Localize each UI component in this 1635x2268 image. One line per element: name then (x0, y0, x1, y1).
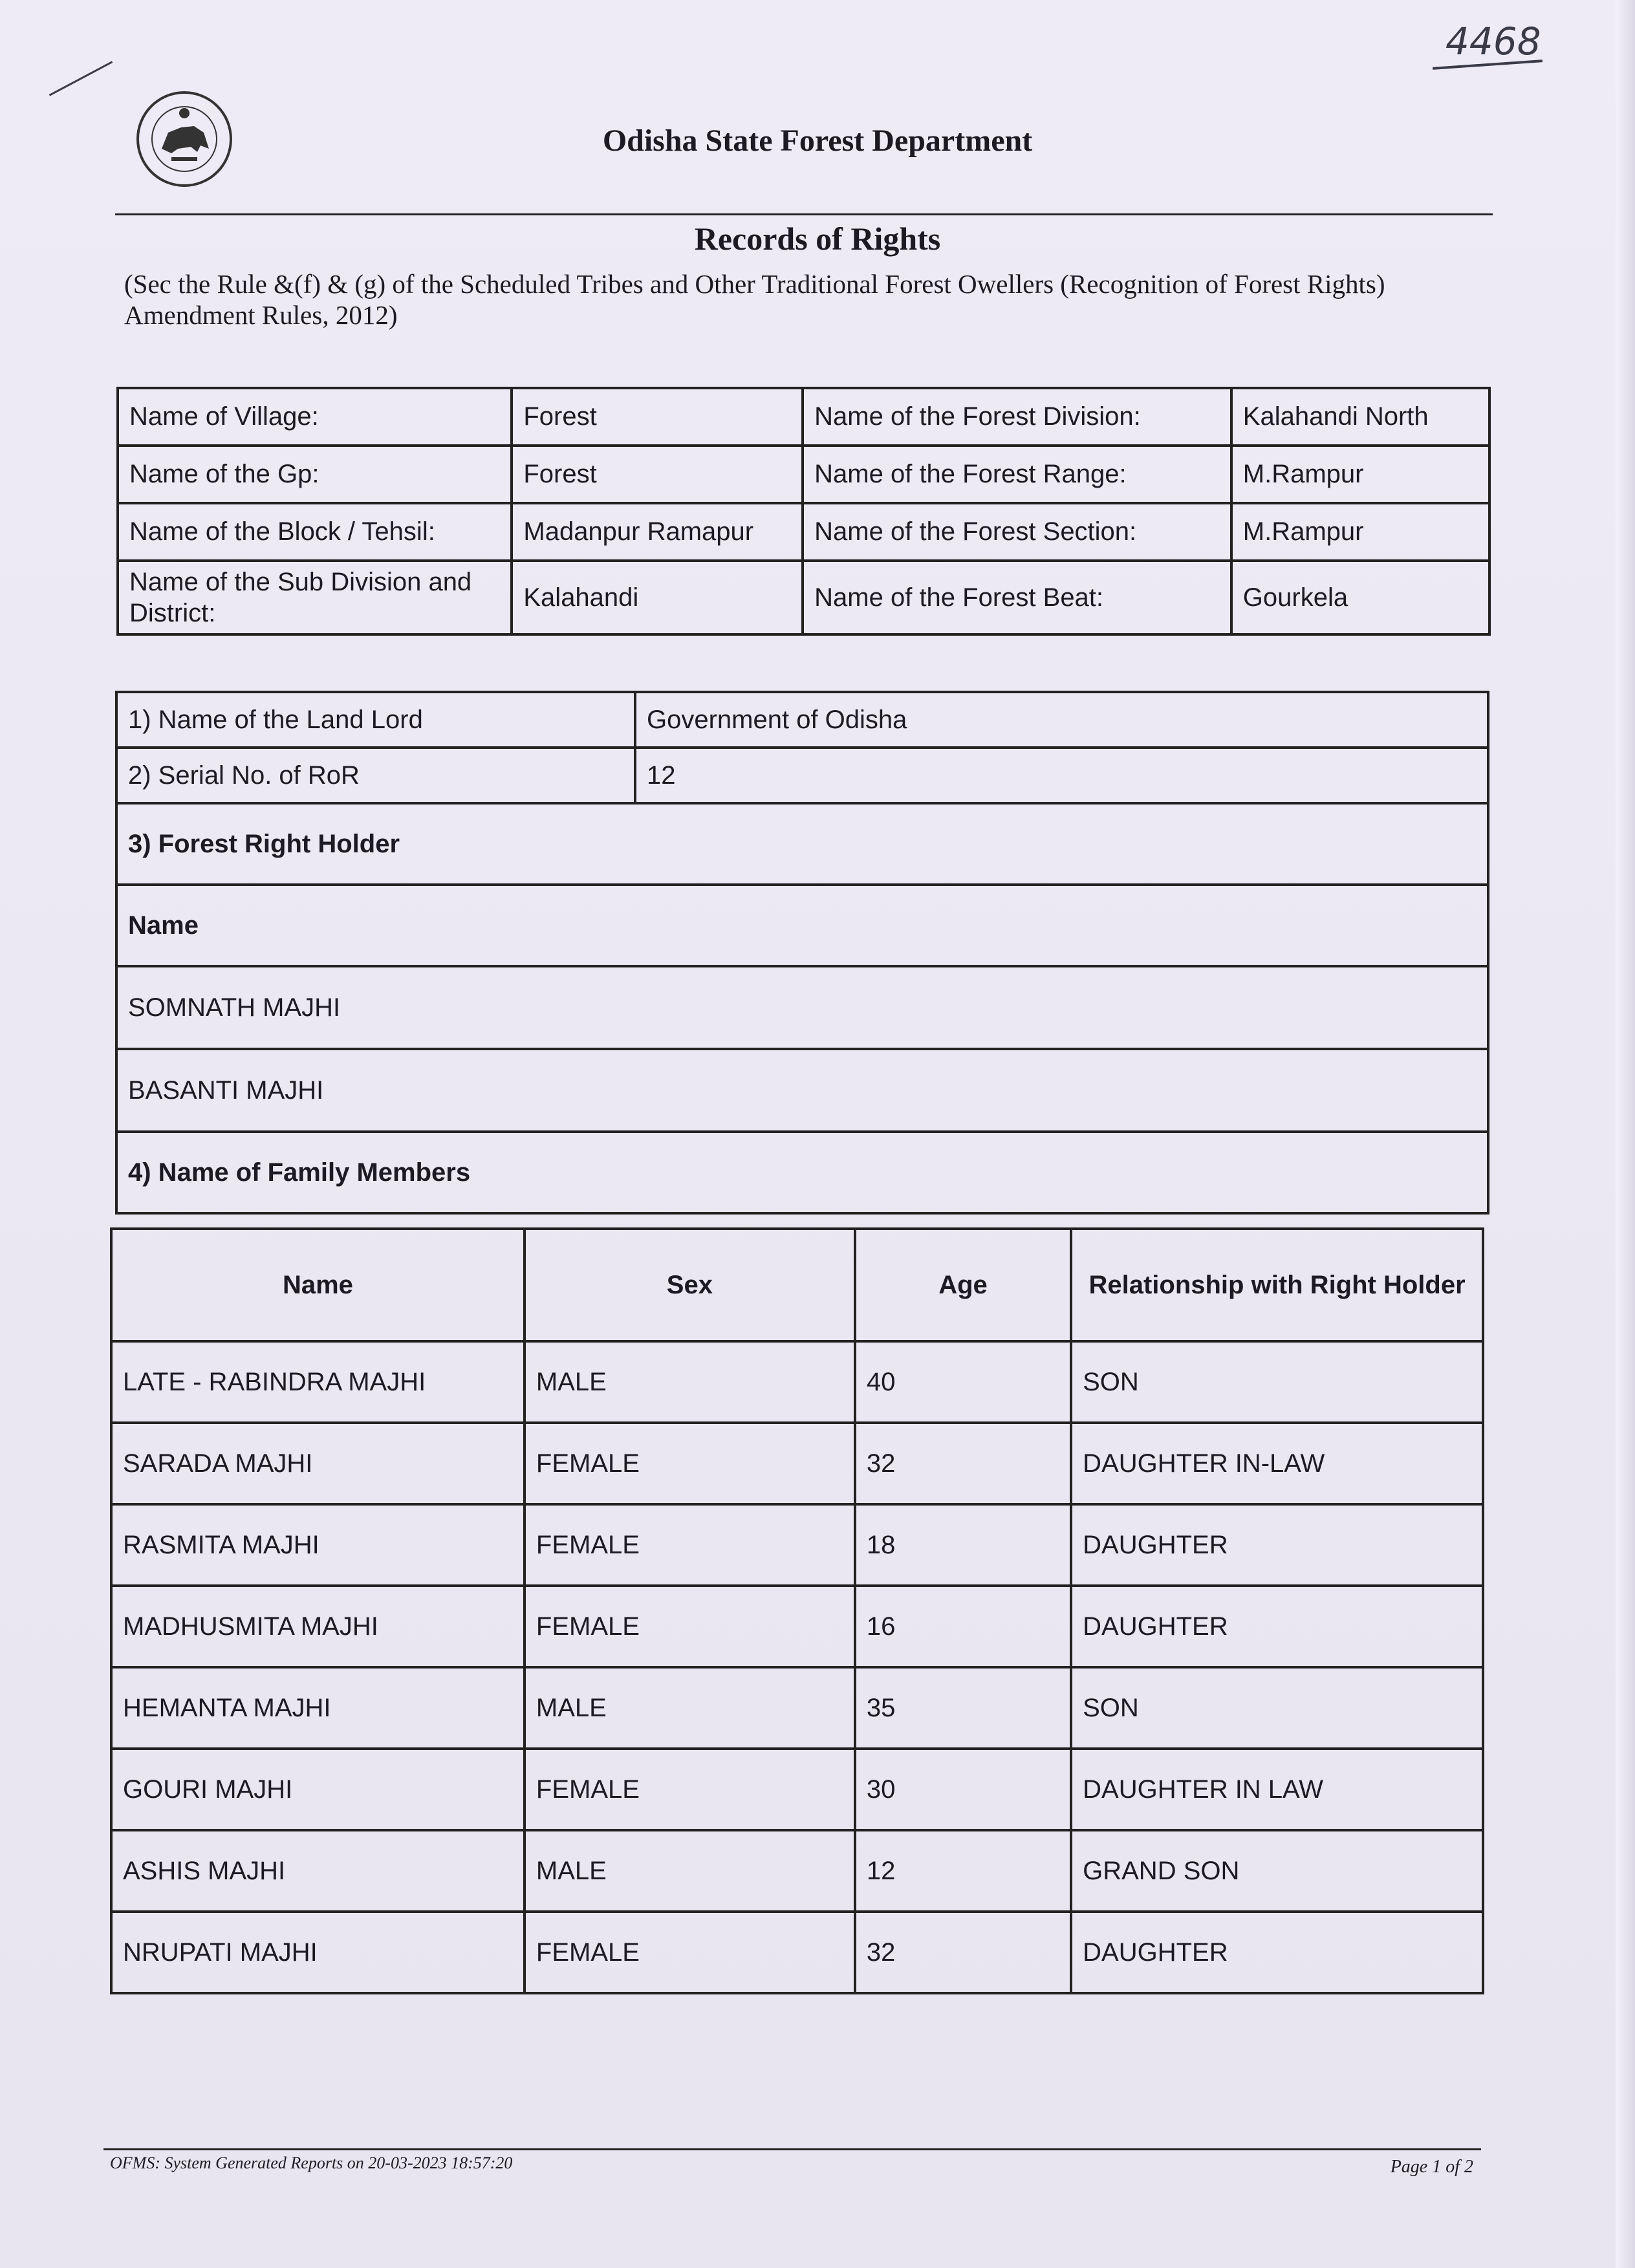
right-holder-table (115, 691, 1489, 1215)
pen-mark (49, 61, 113, 96)
location-table (116, 387, 1491, 636)
holder-heading: 3) Forest Right Holder (116, 803, 1488, 885)
col-sex: Sex (525, 1229, 855, 1341)
member-relationship: SON (1071, 1341, 1483, 1423)
family-row (111, 1912, 1483, 1993)
member-relationship: DAUGHTER IN LAW (1071, 1749, 1483, 1830)
member-age: 12 (855, 1830, 1071, 1912)
location-row (118, 503, 1489, 561)
location-value: Kalahandi (512, 561, 803, 634)
col-age: Age (855, 1229, 1071, 1341)
location-value: Forest (512, 446, 803, 503)
rule-reference: (Sec the Rule &(f) & (g) of the Scheduled Tribes and Other Traditional Forest Owellers (Recognition of Forest Rights) Amendment Rules, 2012) (124, 269, 1385, 330)
holder-name: BASANTI MAJHI (116, 1049, 1488, 1132)
family-row (111, 1423, 1483, 1504)
member-name: LATE - RABINDRA MAJHI (111, 1341, 525, 1423)
location-label: Name of the Forest Beat: (803, 561, 1231, 634)
location-row (118, 561, 1489, 634)
member-sex: FEMALE (525, 1504, 855, 1586)
generated-note: OFMS: System Generated Reports on 20-03-2023 18:57:20 (110, 2154, 513, 2172)
location-value: M.Rampur (1231, 446, 1489, 503)
member-name: ASHIS MAJHI (111, 1830, 525, 1912)
handwritten-number: 4468 (1446, 19, 1541, 63)
family-row (111, 1830, 1483, 1912)
member-relationship: DAUGHTER (1071, 1504, 1483, 1586)
serial-row (116, 748, 1488, 803)
member-sex: FEMALE (525, 1423, 855, 1504)
member-age: 32 (855, 1423, 1071, 1504)
member-sex: MALE (525, 1667, 855, 1749)
member-age: 32 (855, 1912, 1071, 1993)
member-age: 40 (855, 1341, 1071, 1423)
family-row (111, 1667, 1483, 1749)
family-row (111, 1586, 1483, 1667)
location-value: Gourkela (1231, 561, 1489, 634)
location-label: Name of the Forest Section: (803, 503, 1231, 561)
serial-value: 12 (635, 748, 1488, 803)
member-name: HEMANTA MAJHI (111, 1667, 525, 1749)
location-value: M.Rampur (1231, 503, 1489, 561)
member-name: SARADA MAJHI (111, 1423, 525, 1504)
holder-name-header: Name (116, 885, 1488, 966)
member-name: RASMITA MAJHI (111, 1504, 525, 1586)
member-relationship: GRAND SON (1071, 1830, 1483, 1912)
member-relationship: DAUGHTER (1071, 1912, 1483, 1993)
member-age: 18 (855, 1504, 1071, 1586)
family-row (111, 1504, 1483, 1586)
family-row (111, 1341, 1483, 1423)
family-members-table (110, 1227, 1484, 1994)
location-value: Forest (512, 388, 803, 446)
header-divider (115, 213, 1493, 215)
member-relationship: DAUGHTER IN-LAW (1071, 1423, 1483, 1504)
family-heading: 4) Name of Family Members (116, 1132, 1488, 1213)
location-label: Name of the Sub Division and District: (118, 561, 512, 634)
location-value: Madanpur Ramapur (512, 503, 803, 561)
member-sex: FEMALE (525, 1912, 855, 1993)
holder-name: SOMNATH MAJHI (116, 966, 1488, 1049)
member-name: NRUPATI MAJHI (111, 1912, 525, 1993)
serial-label: 2) Serial No. of RoR (116, 748, 635, 803)
col-name: Name (111, 1229, 525, 1341)
footer-divider (103, 2148, 1481, 2150)
family-row (111, 1749, 1483, 1830)
member-age: 30 (855, 1749, 1071, 1830)
member-relationship: DAUGHTER (1071, 1586, 1483, 1667)
member-relationship: SON (1071, 1667, 1483, 1749)
land-lord-value: Government of Odisha (635, 692, 1488, 748)
land-lord-row (116, 692, 1488, 748)
page-title: Records of Rights (694, 221, 941, 257)
member-sex: FEMALE (525, 1586, 855, 1667)
department-name: Odisha State Forest Department (602, 124, 1033, 158)
member-sex: FEMALE (525, 1749, 855, 1830)
family-header-row (111, 1229, 1483, 1341)
location-row (118, 388, 1489, 446)
member-sex: MALE (525, 1830, 855, 1912)
col-relationship: Relationship with Right Holder (1071, 1229, 1483, 1341)
location-label: Name of the Forest Division: (803, 388, 1231, 446)
land-lord-label: 1) Name of the Land Lord (116, 692, 635, 748)
paper-edge (1616, 0, 1635, 2268)
member-name: GOURI MAJHI (111, 1749, 525, 1830)
location-label: Name of Village: (118, 388, 512, 446)
location-label: Name of the Block / Tehsil: (118, 503, 512, 561)
member-age: 35 (855, 1667, 1071, 1749)
page-number: Page 1 of 2 (1390, 2157, 1473, 2177)
location-label: Name of the Gp: (118, 446, 512, 503)
member-sex: MALE (525, 1341, 855, 1423)
location-value: Kalahandi North (1231, 388, 1489, 446)
member-age: 16 (855, 1586, 1071, 1667)
location-label: Name of the Forest Range: (803, 446, 1231, 503)
location-row (118, 446, 1489, 503)
member-name: MADHUSMITA MAJHI (111, 1586, 525, 1667)
